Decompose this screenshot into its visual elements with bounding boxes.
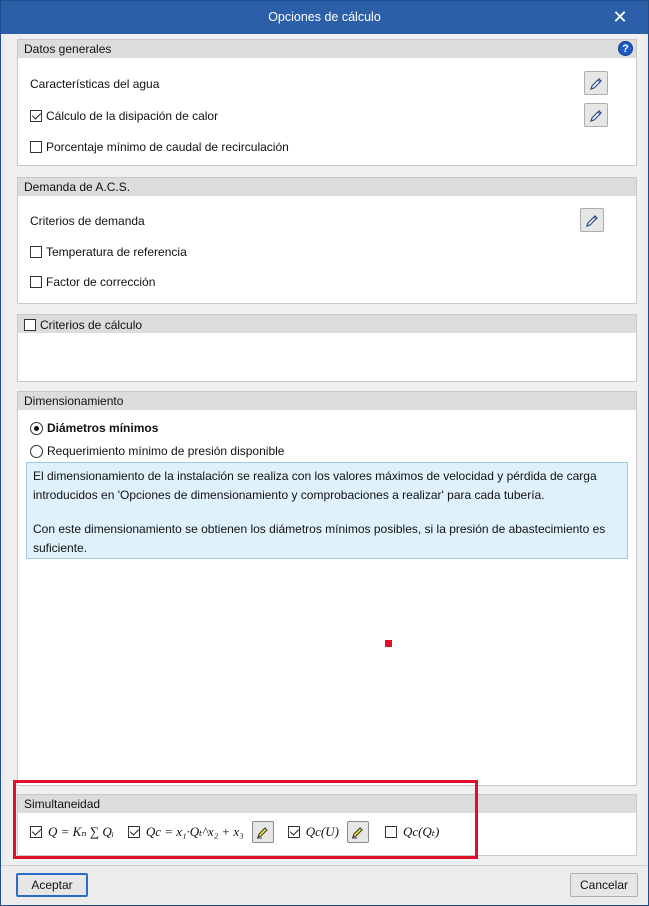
checkbox-box[interactable] [30,276,42,288]
caracteristicas-agua-label: Características del agua [30,77,160,91]
factor-correccion-label: Factor de corrección [46,275,156,289]
criterios-calculo-checkbox[interactable] [24,318,142,332]
accept-button[interactable]: Aceptar [16,873,88,897]
group-header [18,178,636,196]
temperatura-referencia-label: Temperatura de referencia [46,245,187,259]
checkbox-box[interactable] [24,319,36,331]
red-marker [385,640,392,647]
diametros-minimos-label: Diámetros mínimos [47,421,159,435]
title-bar [1,1,648,34]
disipacion-calor-label: Cálculo de la disipación de calor [46,109,219,123]
info-paragraph: Con este dimensionamiento se obtienen los diámetros mínimos posibles, si la presión de abastecimiento es suficiente. [33,522,606,555]
group-header [18,315,636,333]
criterios-demanda-row [30,214,145,228]
formula-text: Qc = x₁·Qₜ^x₂ + x₃ [145,824,244,839]
disipacion-calor-checkbox[interactable] [30,109,218,123]
presion-disponible-label: Requerimiento mínimo de presión disponible [47,444,285,458]
group-title: Datos generales [24,42,112,56]
close-icon[interactable]: ✕ [612,7,628,27]
dialog-footer [1,865,648,905]
checkbox-box[interactable] [30,141,42,153]
pencil-icon [589,76,604,91]
diametros-minimos-radio[interactable] [30,421,158,435]
edit-disipacion-calor-button[interactable] [584,103,608,127]
group-header [18,392,636,410]
radio-button[interactable] [30,445,43,458]
group-title: Simultaneidad [24,797,101,811]
formula-text: Qc(Qₜ) [402,824,440,839]
pencil-icon [585,213,600,228]
group-title: Criterios de cálculo [40,318,143,332]
cancel-button[interactable]: Cancelar [570,873,638,897]
factor-correccion-checkbox[interactable] [30,275,155,289]
dialog-title: Opciones de cálculo [268,10,381,24]
caracteristicas-agua-row [30,77,159,91]
edit-criterios-demanda-button[interactable] [580,208,604,232]
group-criterios-calculo [17,314,637,382]
criterios-demanda-label: Criterios de demanda [30,214,145,228]
group-title: Dimensionamiento [24,394,124,408]
radio-button[interactable] [30,422,43,435]
group-header [18,40,636,58]
pencil-icon [589,108,604,123]
info-panel [26,462,628,559]
help-icon[interactable]: ? [618,41,633,56]
group-dimensionamiento [17,391,637,786]
edit-caracteristicas-agua-button[interactable] [584,71,608,95]
checkbox-box[interactable] [30,110,42,122]
caudal-recirculacion-label: Porcentaje mínimo de caudal de recirculación [46,140,289,154]
temperatura-referencia-checkbox[interactable] [30,245,187,259]
group-title: Demanda de A.C.S. [24,180,131,194]
formula-text: Q = Kₙ ∑ Qᵢ [48,824,114,839]
presion-disponible-radio[interactable] [30,444,284,458]
group-datos-generales [17,39,637,166]
group-demanda-acs [17,177,637,304]
formula-text: Qc(U) [305,824,339,839]
highlight-rectangle [13,780,478,859]
checkbox-box[interactable] [30,246,42,258]
caudal-recirculacion-checkbox[interactable] [30,140,289,154]
info-paragraph: El dimensionamiento de la instalación se realiza con los valores máximos de velocidad y pérdida de carga introducidos en 'Opciones de dimensionamiento y comprobaciones a realizar' para cada tubería. [33,469,597,502]
